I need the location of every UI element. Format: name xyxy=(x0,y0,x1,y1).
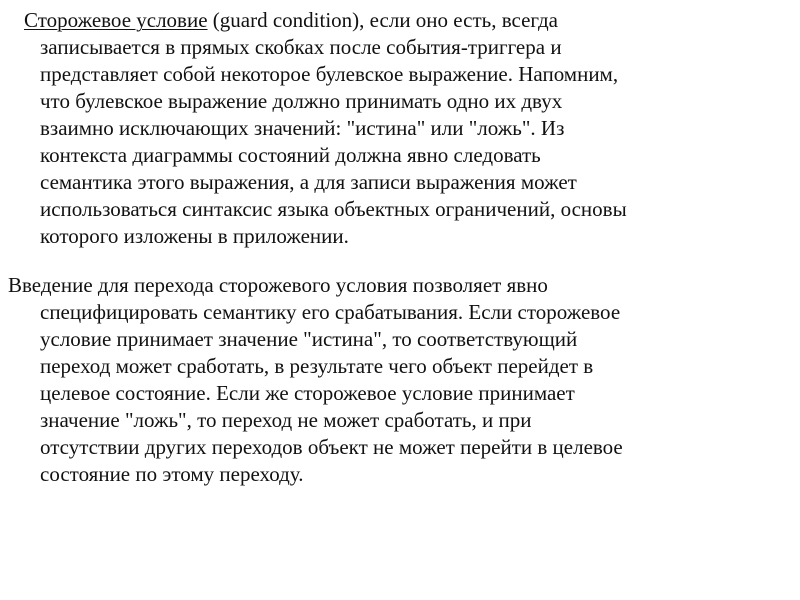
paragraph-line xyxy=(24,7,558,34)
paragraph-line: переход может сработать, в результате чего объект перейдет в xyxy=(40,354,594,378)
paragraph-line: семантика этого выражения, а для записи выражения может xyxy=(40,170,577,194)
line-text: (guard condition), если оно есть, всегда xyxy=(207,8,558,32)
paragraph-line: отсутствии других переходов объект не может перейти в целевое xyxy=(40,435,623,459)
paragraph-line: значение "ложь", то переход не может сработать, и при xyxy=(40,408,532,432)
paragraph-line: что булевское выражение должно принимать одно их двух xyxy=(40,89,563,113)
paragraph-line: взаимно исключающих значений: "истина" или "ложь". Из xyxy=(40,116,565,140)
paragraph-line: представляет собой некоторое булевское выражение. Напомним, xyxy=(40,62,619,86)
paragraph-line: условие принимает значение "истина", то соответствующий xyxy=(40,327,578,351)
paragraph-line: контекста диаграммы состояний должна явно следовать xyxy=(40,143,541,167)
paragraph-line: целевое состояние. Если же сторожевое условие принимает xyxy=(40,381,575,405)
paragraph-line: состояние по этому переходу. xyxy=(40,462,304,486)
paragraph-line: специфицировать семантику его срабатывания. Если сторожевое xyxy=(40,300,621,324)
paragraph-line: записывается в прямых скобках после события-триггера и xyxy=(40,35,562,59)
paragraph-line: использоваться синтаксис языка объектных ограничений, основы xyxy=(40,197,627,221)
term-guard-condition: Сторожевое условие xyxy=(24,8,208,32)
paragraph-line: Введение для перехода сторожевого условия позволяет явно xyxy=(8,273,548,297)
paragraph-line: которого изложены в приложении. xyxy=(40,224,349,248)
